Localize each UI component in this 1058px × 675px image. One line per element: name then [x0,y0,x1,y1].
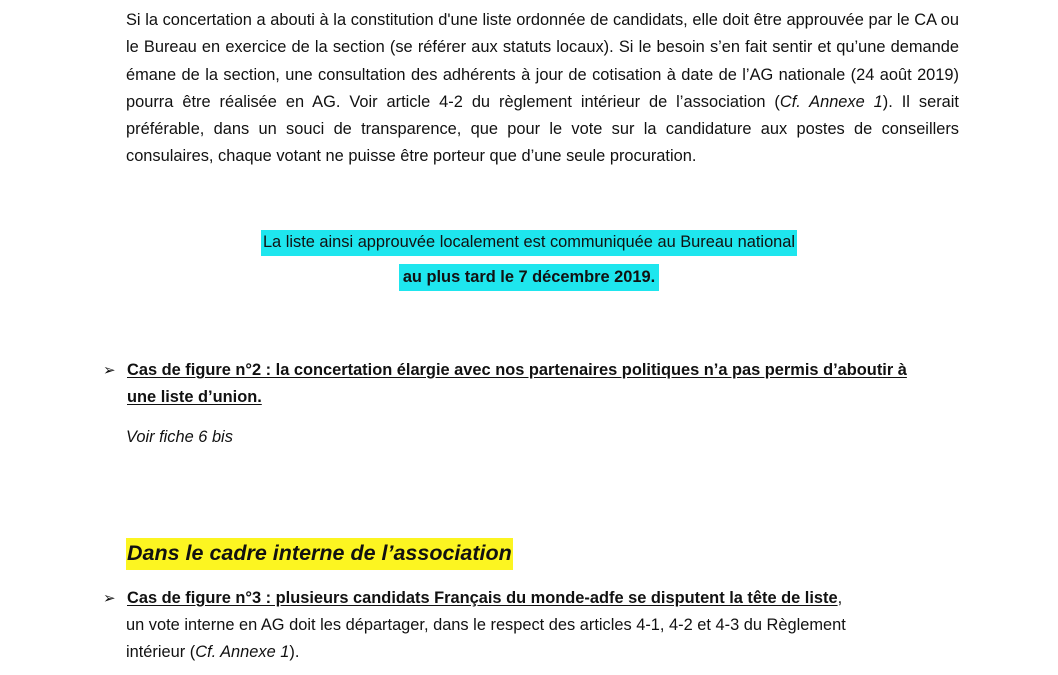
case-3-line-3-start: intérieur ( [126,643,196,661]
arrow-bullet-icon: ➢ [103,590,116,607]
approval-text-end: ). Il serait préférable, dans un souci de transparence, que pour le vote sur la candidature aux postes de conseillers consulaires, chaque votant ne puisse être porteur que d’une seule procuration. [126,92,959,166]
approval-paragraph [126,7,959,171]
annex-reference: Cf. Annexe 1 [779,92,883,111]
section-heading: Dans le cadre interne de l’association [126,538,513,570]
case-3-line-2: un vote interne en AG doit les départager, dans le respect des articles 4-1, 4-2 et 4-3 du Règlement [126,616,846,634]
case-2-title-line-2: une liste d’union. [127,388,262,406]
case-3-line-3-end: ). [289,643,300,661]
case-3-title: Cas de figure n°3 : plusieurs candidats Français du monde-adfe se disputent la tête de liste [127,589,838,607]
case-2-note: Voir fiche 6 bis [126,428,233,446]
case-3-title-suffix: , [837,589,843,607]
highlight-line-2 [0,266,1058,288]
case-2-title-line-1: Cas de figure n°2 : la concertation élargie avec nos partenaires politiques n’a pas permis d’aboutir à [127,361,907,379]
deadline-notice: au plus tard le 7 décembre 2019. [399,264,659,291]
highlight-line-1 [0,231,1058,253]
case-2-item [103,357,963,413]
submission-notice: La liste ainsi approuvée localement est communiquée au Bureau national [261,230,797,256]
case-3-body [127,585,947,612]
case-3-line-3 [126,639,299,666]
arrow-bullet-icon: ➢ [103,362,116,379]
case-3-annex-reference: Cf. Annexe 1 [195,643,290,661]
approval-text-start: Si la concertation a abouti à la constitution d'une liste ordonnée de candidats, elle doit être approuvée par le CA ou le Bureau en exercice de la section (se référer aux statuts locaux). Si le besoin s’en fait sentir et qu’une demande émane de la section, une consultation des adhérents à jour de cotisation à date de l’AG nationale (24 août 2019) pourra être réalisée en AG. Voir article 4-2 du règlement intérieur de l’association ( [126,11,959,111]
case-2-title [127,357,947,411]
